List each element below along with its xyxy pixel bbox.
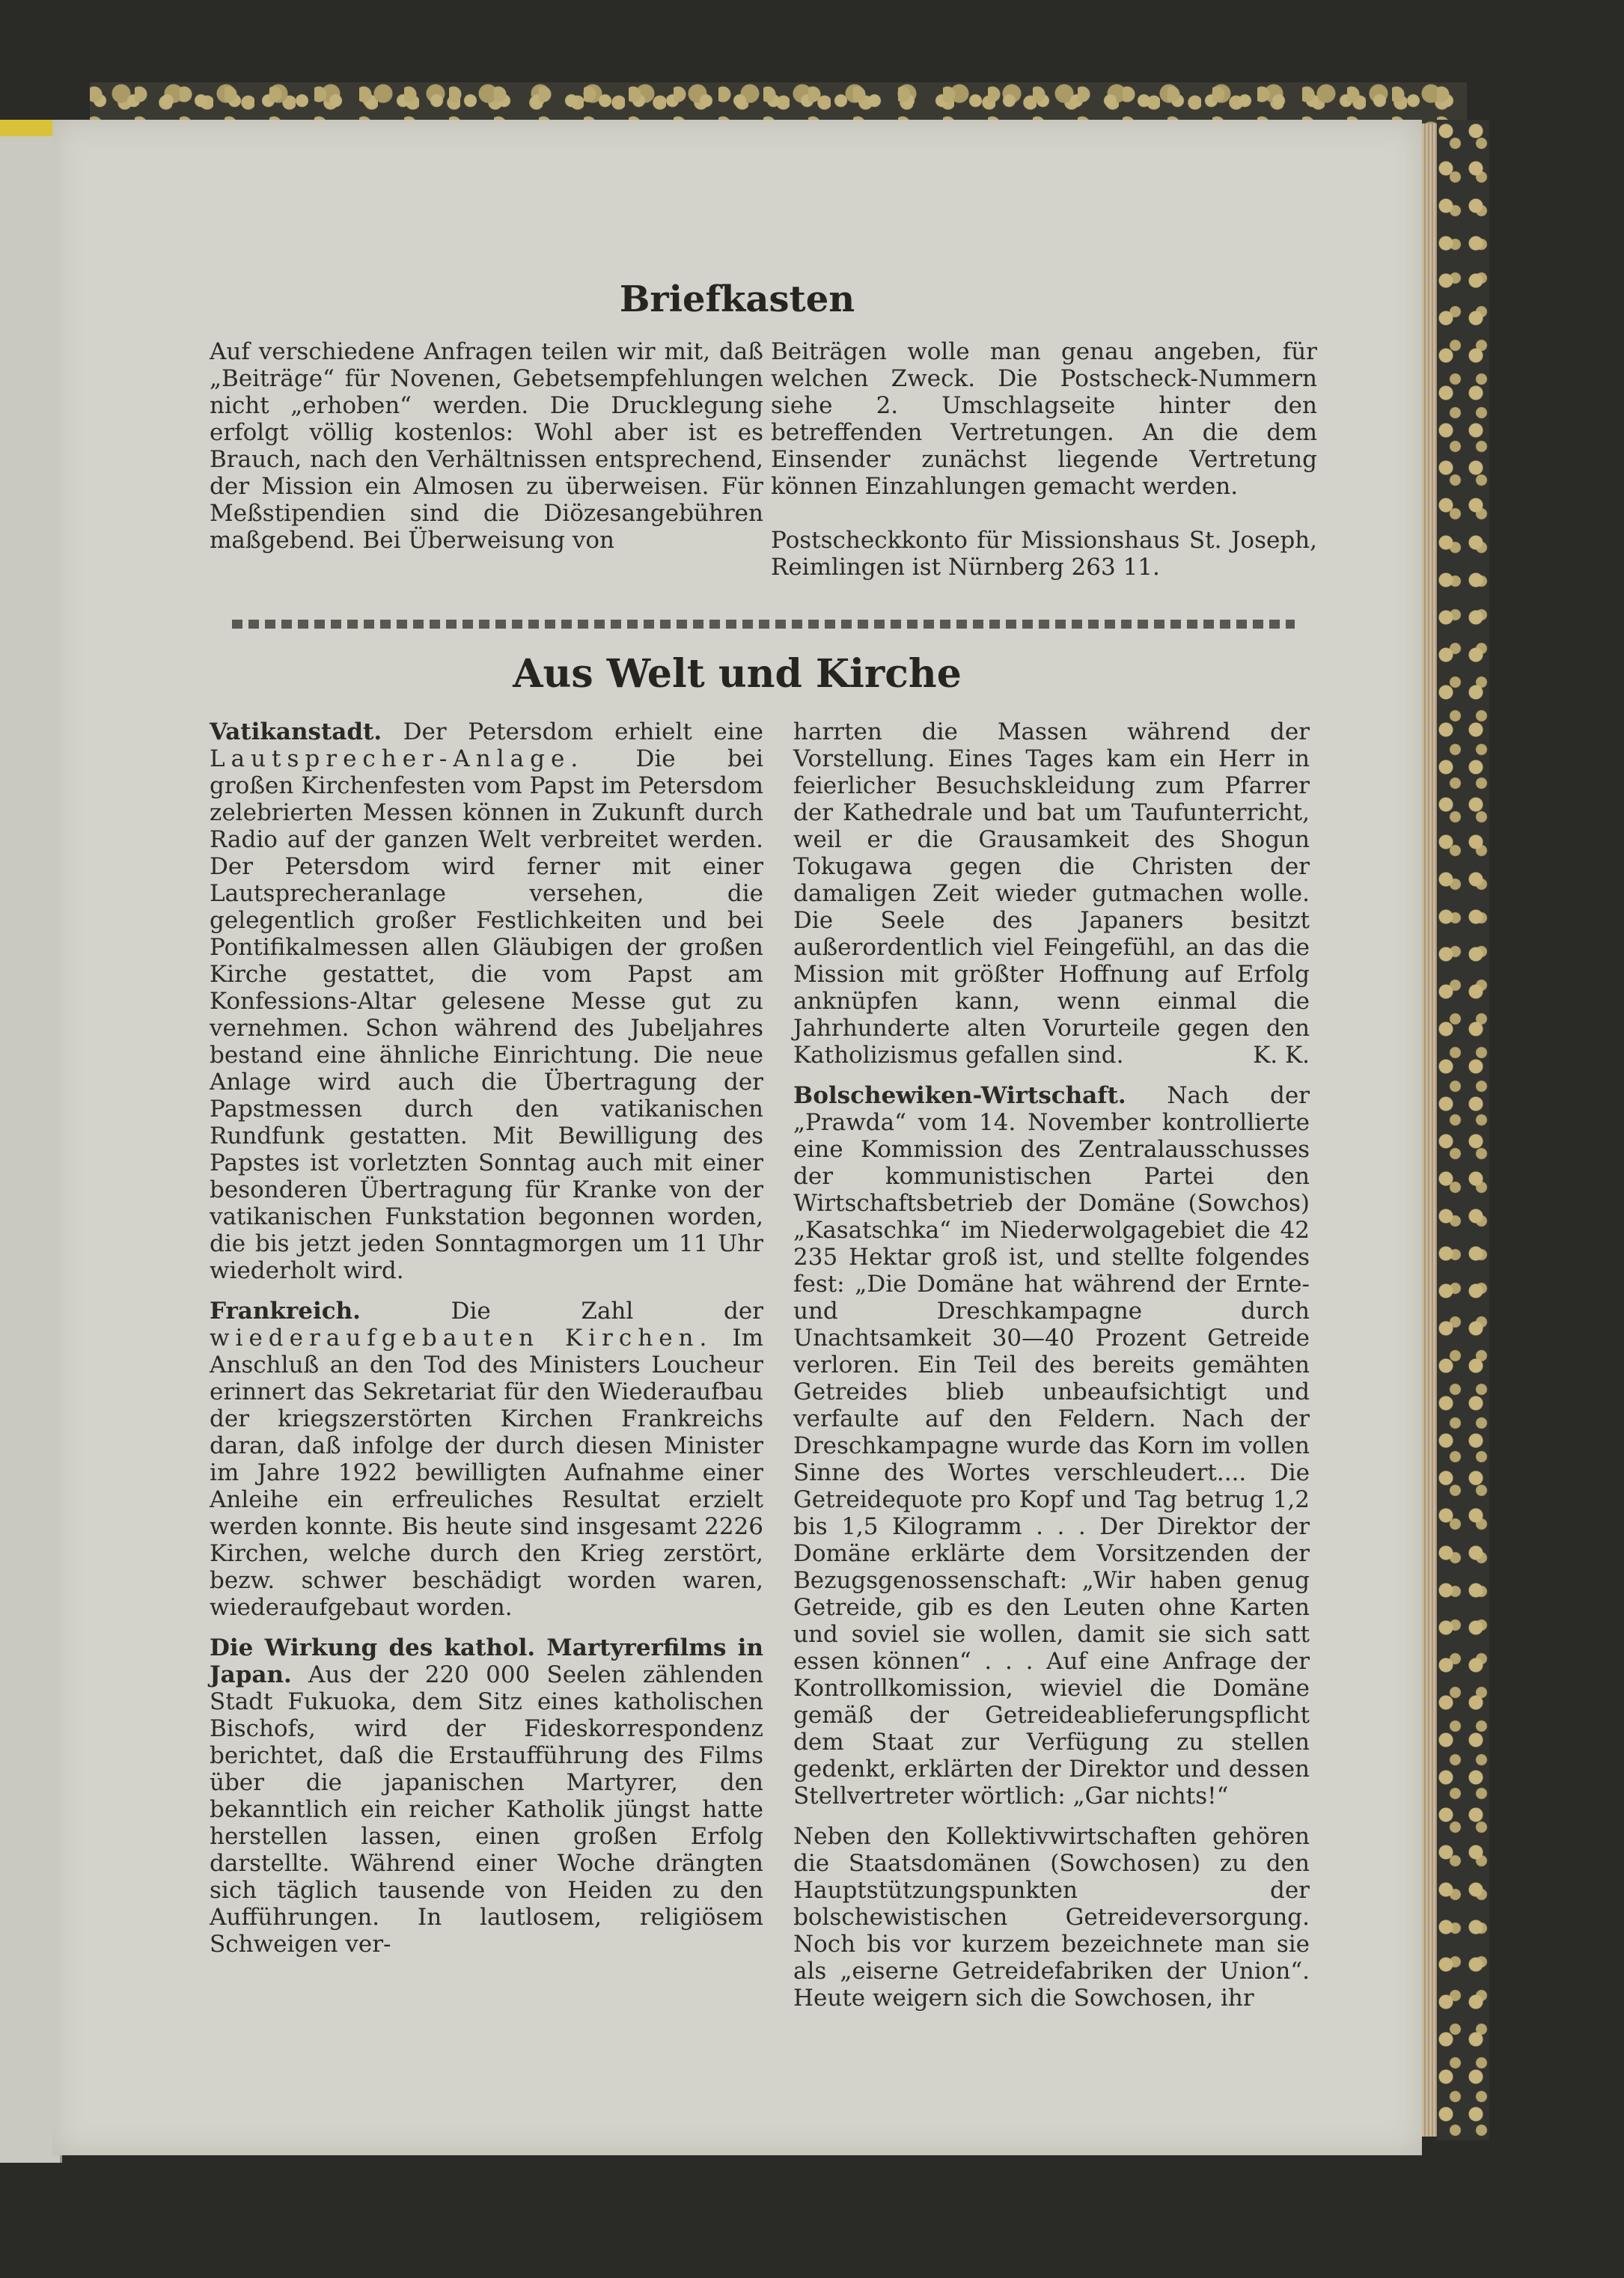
briefkasten-right-text-2: Postscheckkonto für Missionshaus St. Joseph, Reimlingen ist Nürnberg 263 11. <box>771 527 1317 581</box>
author-signature: K. K. <box>1253 1042 1310 1069</box>
article-text: Im Anschluß an den Tod des Ministers Loucheur erinnert das Sekretariat für den Wiederaufbau der kriegszerstörten Kirchen Frankreichs daran, daß infolge der durch diesen Minister im Jahre 1922 bewilligten Aufnahme einer Anleihe ein erfreuliches Resultat erzielt werden konnte. Bis heute sind insgesamt 2226 Kirchen, welche durch den Krieg zerstört, bezw. schwer beschädigt worden waren, wiederaufgebaut worden. <box>210 1325 763 1621</box>
article-bolschewiken-2 <box>793 1823 1310 2012</box>
article-bolschewiken <box>793 1082 1310 1810</box>
briefkasten-title: Briefkasten <box>619 278 855 320</box>
article-spaced-text: Lautsprecher-Anlage. <box>210 745 584 772</box>
article-vatikan <box>210 718 763 1284</box>
article-heading: Vatikanstadt. <box>210 718 382 745</box>
article-japan-continued <box>793 718 1310 1069</box>
article-text: Die Zahl der <box>360 1298 763 1325</box>
briefkasten-left-column <box>210 338 763 554</box>
article-text: harrten die Massen während der Vorstellung. Eines Tages kam ein Herr in feierlicher Besuchskleidung zum Pfarrer der Kathedrale und bat um Taufunterricht, weil er die Grausamkeit des Shogun Tokugawa gegen die Christen der damaligen Zeit wieder gutmachen wolle. Die Seele des Japaners besitzt außerordentlich viel Feingefühl, an das die Mission mit größter Hoffnung auf Erfolg anknüpfen kann, wenn einmal die Jahrhunderte alten Vorurteile gegen den Katholizismus gefallen sind. <box>793 718 1310 1069</box>
article-text: Neben den Kollektivwirtschaften gehören die Staatsdomänen (Sowchosen) zu den Hauptstützungspunkten der bolschewistischen Getreideversorgung. Noch bis vor kurzem bezeichnete man sie als „eiserne Getreidefabriken der Union“. Heute weigern sich die Sowchosen, ihr <box>793 1823 1310 2012</box>
briefkasten-right-text-1: Beiträgen wolle man genau angeben, für welchen Zweck. Die Postscheck-Nummern siehe 2. Umschlagseite hinter den betreffenden Vertretungen. An die dem Einsender zunächst liegende Vertretung können Einzahlungen gemacht werden. <box>771 338 1317 500</box>
main-left-column <box>210 718 763 1958</box>
article-frankreich <box>210 1298 763 1621</box>
article-heading: Frankreich. <box>210 1298 361 1325</box>
article-text: Aus der 220 000 Seelen zählenden Stadt Fukuoka, dem Sitz eines katholischen Bischofs, wird der Fideskorrespondenz berichtet, daß die Erstaufführung des Films über die japanischen Martyrer, den bekanntlich ein reicher Katholik jüngst hatte herstellen lassen, einen großen Erfolg darstellte. Während einer Woche drängten sich täglich tausende von Heiden zu den Aufführungen. In lautlosem, religiösem Schweigen ver- <box>210 1661 763 1958</box>
section-title: Aus Welt und Kirche <box>513 651 962 697</box>
article-japan <box>210 1634 763 1958</box>
article-text: Nach der „Prawda“ vom 14. November kontrollierte eine Kommission des Zentralausschusses der kommunistischen Partei den Wirtschaftsbetrieb der Domäne (Sowchos) „Kasatschka“ im Niederwolgagebiet die 42 235 Hektar groß ist, und stellte folgendes fest: „Die Domäne hat während der Ernte- und Dreschkampagne durch Unachtsamkeit 30—40 Prozent Getreide verloren. Ein Teil des bereits gemähten Getreides blieb unbeaufsichtigt und verfaulte auf den Feldern. Nach der Dreschkampagne wurde das Korn im vollen Sinne des Wortes verschleudert.... Die Getreidequote pro Kopf und Tag betrug 1,2 bis 1,5 Kilogramm . . . Der Direktor der Domäne erklärte dem Vorsitzenden der Bezugsgenossenschaft: „Wir haben genug Getreide, gib es den Leuten ohne Karten und soviel sie wollen, damit sie sich satt essen können“ . . . Auf eine Anfrage der Kontrollkomission, wieviel die Domäne gemäß der Getreideablieferungspflicht dem Staat zur Verfügung zu stellen gedenkt, erklärten der Direktor und dessen Stellvertreter wörtlich: „Gar nichts!“ <box>793 1082 1310 1810</box>
article-heading: Die Wirkung des kathol. Martyrerfilms in Japan. <box>210 1634 763 1688</box>
briefkasten-right-column <box>763 338 1317 581</box>
page <box>52 120 1422 2155</box>
book-cover-right <box>1437 120 1489 2140</box>
article-text: Die bei großen Kirchenfesten vom Papst im Petersdom zelebrierten Messen können in Zukunft durch Radio auf der ganzen Welt verbreitet werden. Der Petersdom wird ferner mit einer Lautsprecheranlage versehen, die gelegentlich großer Festlichkeiten und bei Pontifikalmessen allen Gläubigen der großen Kirche gestattet, die vom Papst am Konfessions-Altar gelesene Messe gut zu vernehmen. Schon während des Jubeljahres bestand eine ähnliche Einrichtung. Die neue Anlage wird auch die Übertragung der Papstmessen durch den vatikanischen Rundfunk gestatten. Mit Bewilligung des Papstes ist vorletzten Sonntag auch mit einer besonderen Übertragung für Kranke von der vatikanischen Funkstation begonnen worden, die bis jetzt jeden Sonntagmorgen um 11 Uhr wiederholt wird. <box>210 745 763 1284</box>
main-right-column <box>793 718 1310 2012</box>
article-spaced-text: wiederaufgebauten Kirchen. <box>210 1325 713 1352</box>
article-text: Der Petersdom erhielt eine <box>403 718 763 745</box>
article-heading: Bolschewiken-Wirtschaft. <box>793 1082 1126 1109</box>
ornamental-divider <box>232 620 1295 629</box>
briefkasten-left-text: Auf verschiedene Anfragen teilen wir mit, daß „Beiträge“ für Novenen, Gebetsempfehlungen nicht „erhoben“ werden. Die Drucklegung erfolgt völlig kostenlos: Wohl aber ist es Brauch, nach den Verhältnissen entsprechend, der Mission ein Almosen zu überweisen. Für Meßstipendien sind die Diözesangebühren maßgebend. Bei Überweisung von <box>210 338 763 554</box>
